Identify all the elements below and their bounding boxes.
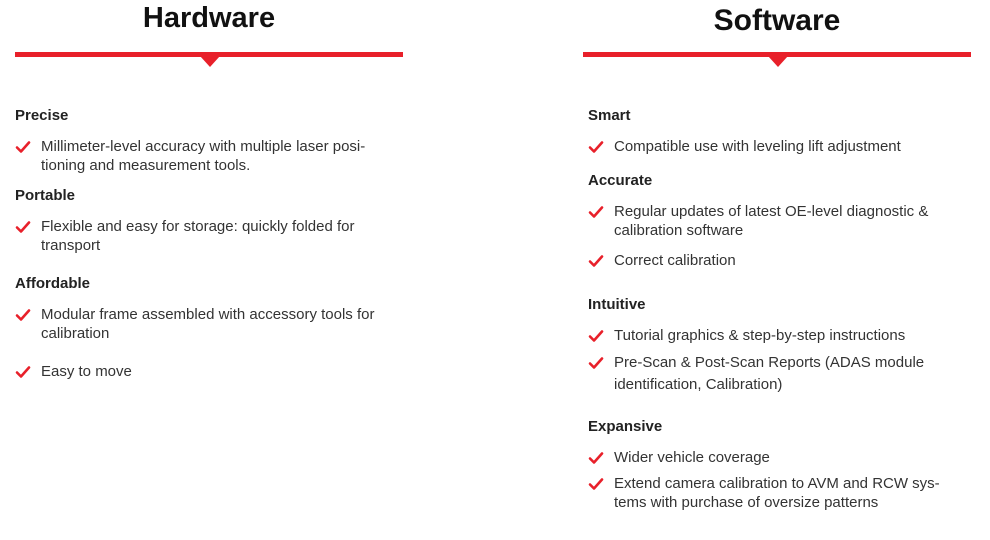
red-checkmark-icon <box>588 140 604 154</box>
list-item-text: Flexible and easy for storage: quickly folded for transport <box>41 218 355 254</box>
red-checkmark-icon <box>588 477 604 491</box>
red-checkmark-icon <box>588 451 604 465</box>
red-checkmark-icon <box>15 365 31 379</box>
red-checkmark-icon <box>15 220 31 234</box>
red-checkmark-icon <box>588 329 604 343</box>
list-item-text: Wider vehicle coverage <box>614 449 770 466</box>
red-checkmark-icon <box>15 140 31 154</box>
software-divider-notch <box>768 56 788 67</box>
red-checkmark-icon <box>588 205 604 219</box>
software-title: Software <box>713 4 841 37</box>
section-title-affordable: Affordable <box>15 275 90 292</box>
section-title-portable: Portable <box>15 187 76 204</box>
list-item-text: Modular frame assembled with accessory tools for calibration <box>41 306 375 342</box>
hardware-title: Hardware <box>142 2 276 34</box>
list-item-text: Correct calibration <box>614 252 736 269</box>
hardware-divider-notch <box>200 56 220 67</box>
list-item-text: Pre-Scan & Post-Scan Reports (ADAS module identification, Calibration) <box>614 354 925 393</box>
list-item-text: Compatible use with leveling lift adjustment <box>614 138 901 155</box>
red-checkmark-icon <box>15 308 31 322</box>
red-checkmark-icon <box>588 356 604 370</box>
section-title-intuitive: Intuitive <box>588 296 646 313</box>
section-title-precise: Precise <box>15 107 69 124</box>
section-title-expansive: Expansive <box>588 418 663 435</box>
list-item-text: Regular updates of latest OE-level diagnostic & calibration software <box>614 203 929 239</box>
list-item-text: Easy to move <box>41 363 132 380</box>
section-title-accurate: Accurate <box>588 172 653 189</box>
red-checkmark-icon <box>588 254 604 268</box>
list-item-text: Extend camera calibration to AVM and RCW sys- tems with purchase of oversize patterns <box>614 475 940 511</box>
section-title-smart: Smart <box>588 107 631 124</box>
list-item-text: Millimeter-level accuracy with multiple laser posi- tioning and measurement tools. <box>41 138 366 174</box>
list-item-text: Tutorial graphics & step-by-step instructions <box>614 327 906 344</box>
